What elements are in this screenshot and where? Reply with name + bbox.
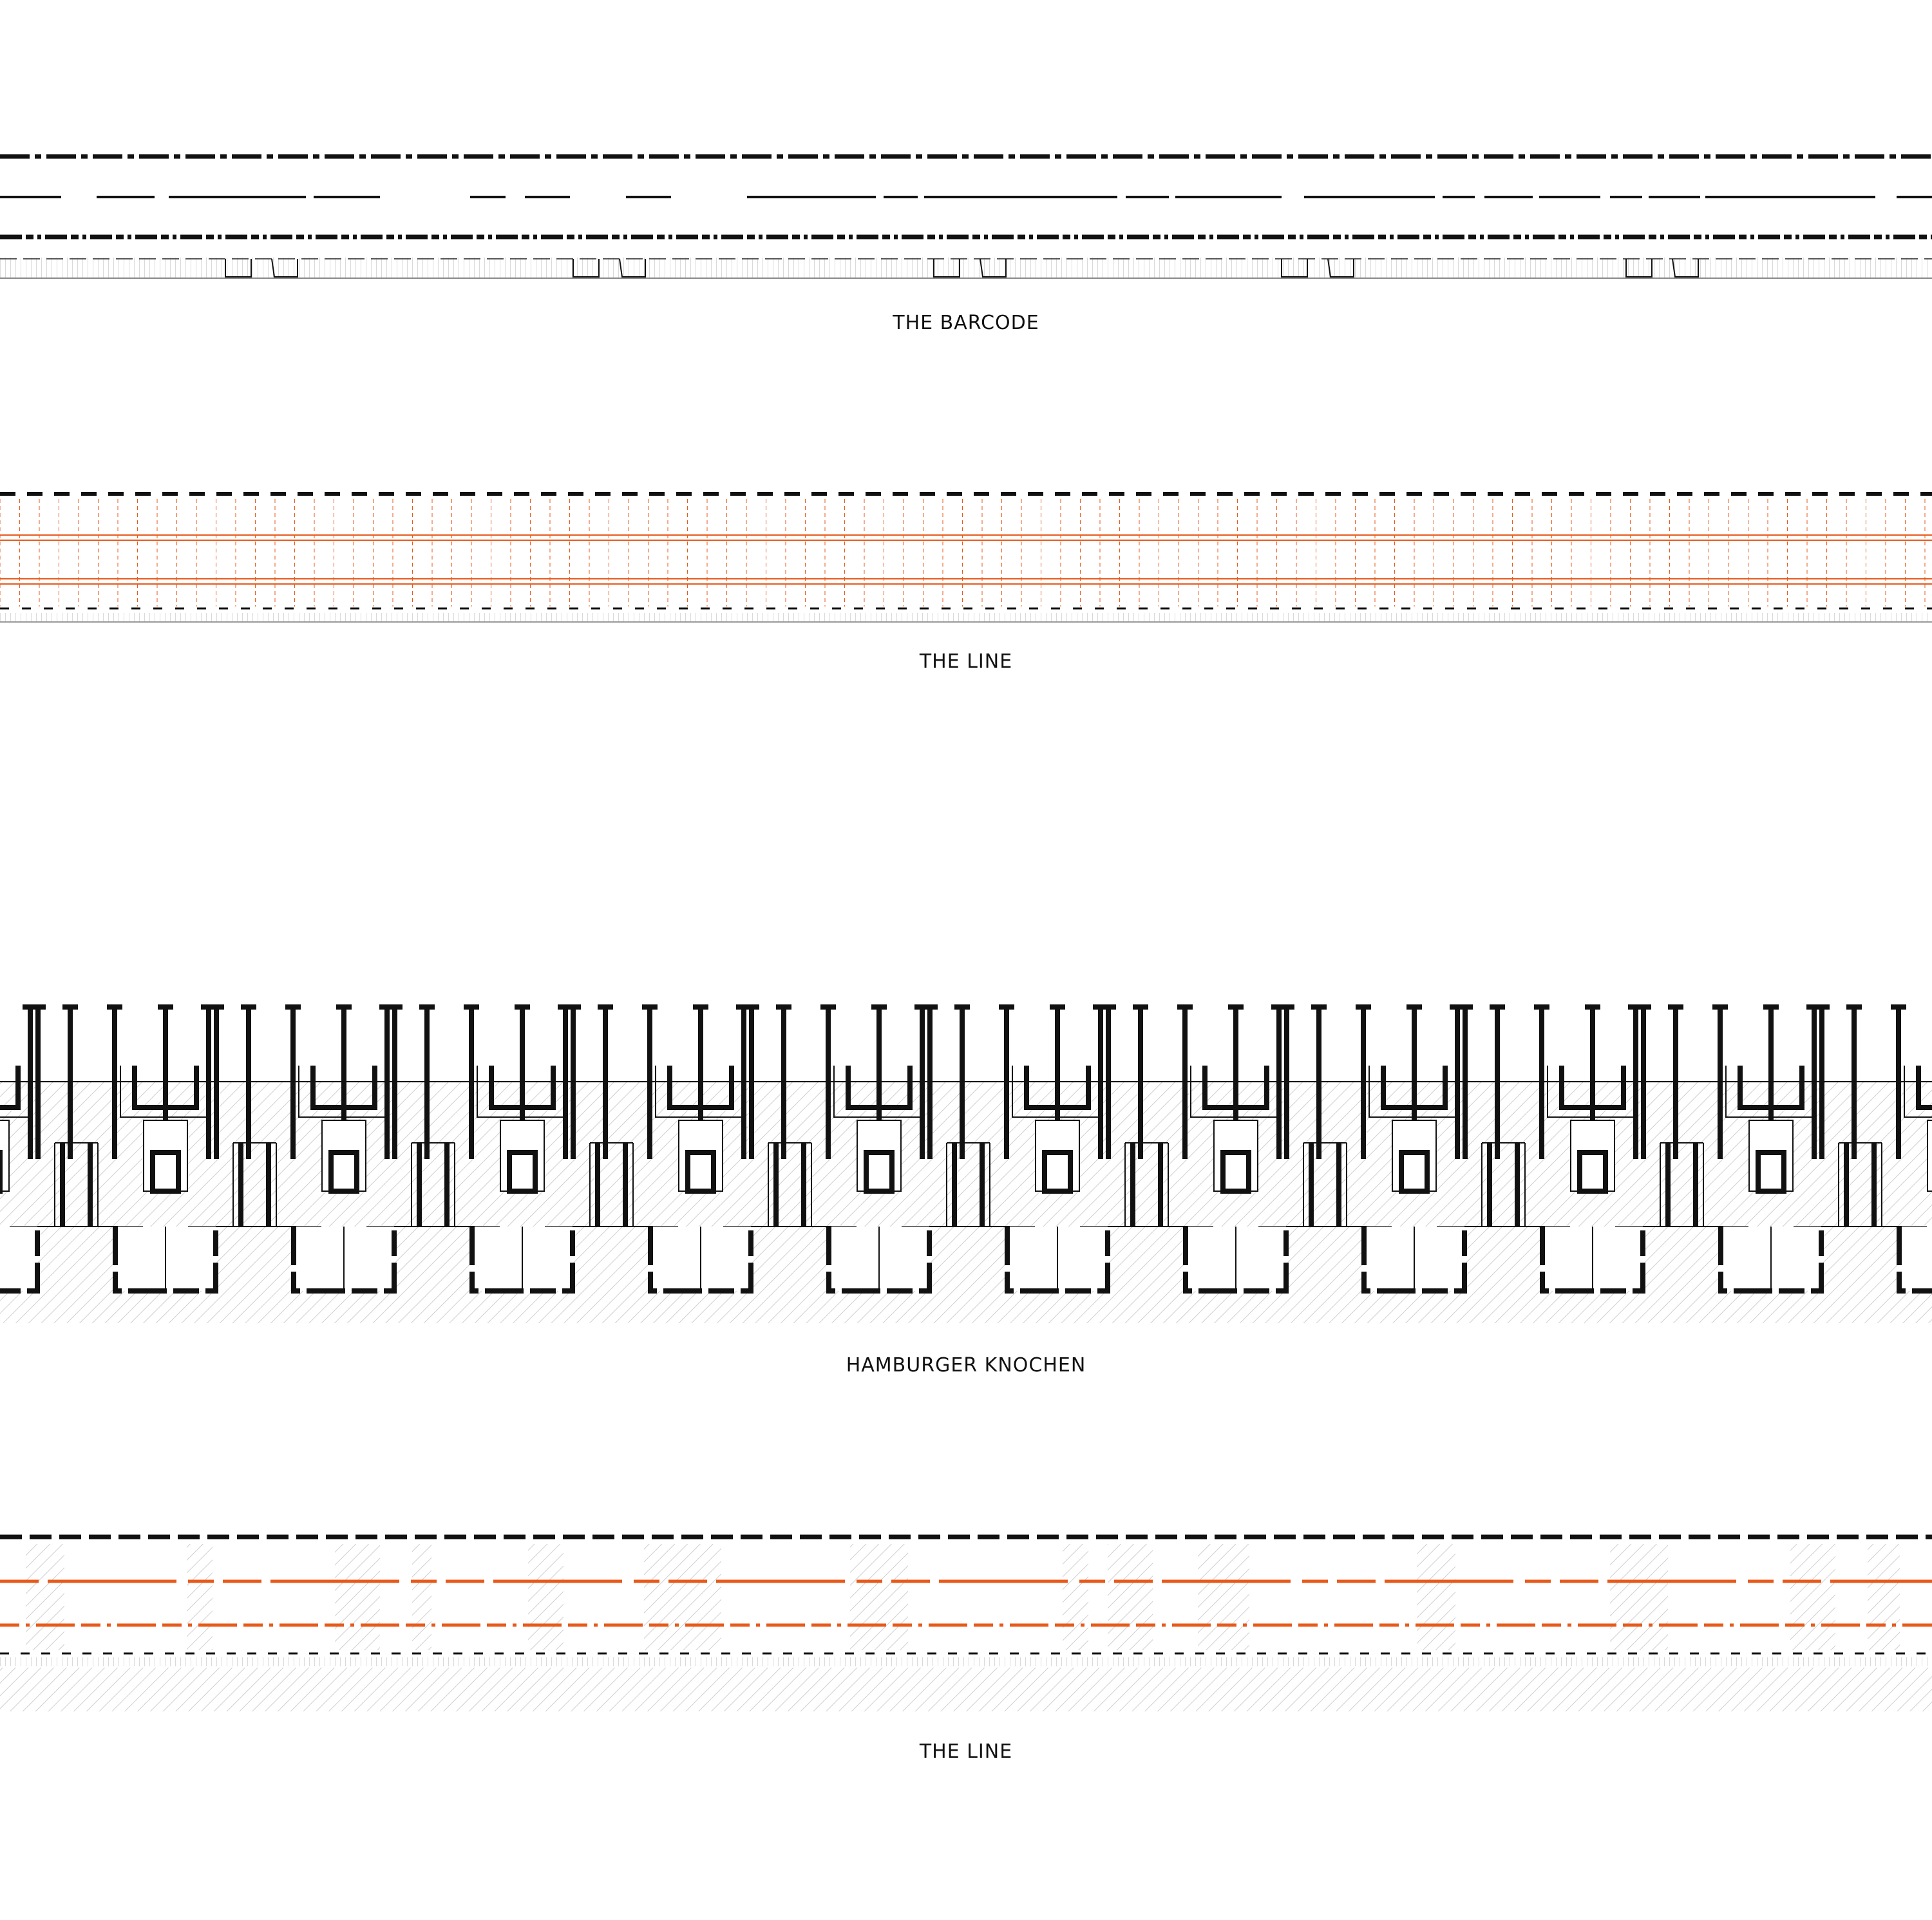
knochen-plan: [0, 1006, 1932, 1377]
line2-hatched-ground: [0, 1668, 1932, 1711]
caption-barcode: THE BARCODE: [893, 312, 1039, 334]
knochen-stair-core: [509, 1153, 535, 1191]
knochen-stair-core: [1401, 1153, 1427, 1191]
line2-tower: [1790, 1544, 1835, 1650]
caption-line-2: THE LINE: [919, 1740, 1013, 1763]
knochen-stair-core: [331, 1153, 357, 1191]
barcode-ground-strip: [0, 258, 1932, 278]
line2-tower: [335, 1544, 380, 1650]
knochen-block-bottom: [1899, 1227, 1932, 1291]
line2-hatched-towers: [26, 1544, 1900, 1650]
knochen-block-bottom: [0, 1227, 37, 1291]
line2-tower: [644, 1544, 721, 1650]
knochen-stair-core: [1045, 1153, 1070, 1191]
caption-knochen: HAMBURGER KNOCHEN: [846, 1354, 1086, 1377]
line2-tower: [187, 1544, 213, 1650]
line2-tower: [1868, 1544, 1900, 1650]
line2-ground-strip: [0, 1657, 1932, 1666]
line2-tower: [1610, 1544, 1668, 1650]
line2-tower: [1063, 1544, 1088, 1650]
line-plan-1: [0, 494, 1932, 673]
knochen-stair-core: [1580, 1153, 1605, 1191]
line2-tower: [1198, 1544, 1249, 1650]
line2-tower: [1417, 1544, 1455, 1650]
knochen-stair-core: [688, 1153, 714, 1191]
barcode-plan: [0, 156, 1932, 334]
knochen-stair: [1927, 1120, 1932, 1191]
line2-tower: [412, 1544, 431, 1650]
line1-ground-strip: [0, 613, 1932, 622]
knochen-stair-core: [1758, 1153, 1784, 1191]
line2-tower: [850, 1544, 908, 1650]
line2-tower: [528, 1544, 564, 1650]
caption-line-1: THE LINE: [919, 650, 1013, 673]
line2-tower: [26, 1544, 64, 1650]
line-plan-2: [0, 1537, 1932, 1763]
knochen-stair-core: [866, 1153, 892, 1191]
line2-tower: [1108, 1544, 1153, 1650]
line1-module-grid: [0, 499, 1925, 607]
knochen-stair-core: [153, 1153, 178, 1191]
knochen-stair-core: [1223, 1153, 1249, 1191]
